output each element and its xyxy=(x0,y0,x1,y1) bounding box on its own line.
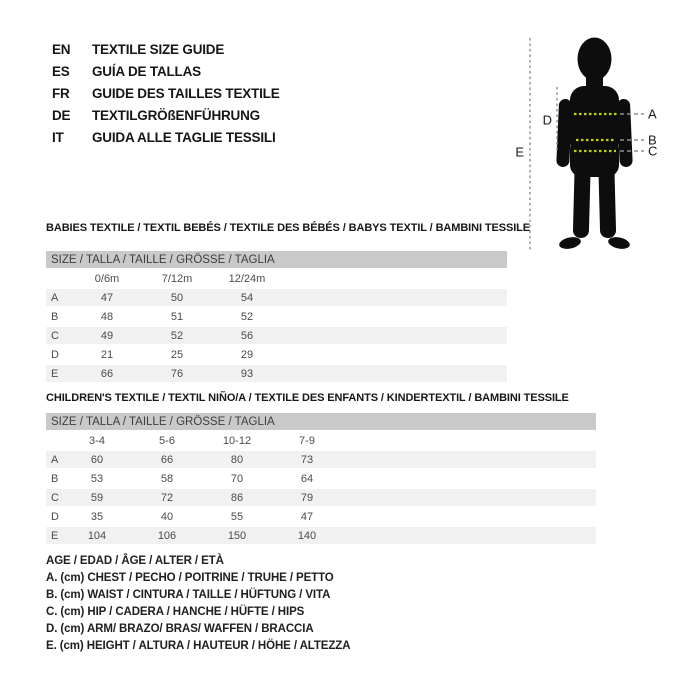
cell: 52 xyxy=(212,307,282,326)
cell: 29 xyxy=(212,345,282,364)
table-row xyxy=(46,507,596,526)
row-label: E xyxy=(46,526,62,545)
children-col-1: 5-6 xyxy=(132,431,202,450)
table-row xyxy=(46,526,596,545)
row-label: C xyxy=(46,488,62,507)
chest-label: A xyxy=(648,106,657,122)
lang-code-fr: FR xyxy=(52,86,70,101)
babies-size-header-row xyxy=(46,251,507,269)
babies-column-header-row xyxy=(46,269,507,288)
row-label: D xyxy=(46,345,72,364)
lang-row-de xyxy=(52,105,280,127)
table-row xyxy=(46,345,507,364)
cell: 53 xyxy=(62,469,132,488)
cell: 104 xyxy=(62,526,132,545)
row-label: E xyxy=(46,364,72,383)
lang-label-es: GUÍA DE TALLAS xyxy=(92,64,201,79)
lang-row-es xyxy=(52,61,280,83)
lang-label-fr: GUIDE DES TAILLES TEXTILE xyxy=(92,86,280,101)
table-row xyxy=(46,364,507,383)
cell: 21 xyxy=(72,345,142,364)
table-row xyxy=(46,288,507,307)
cell: 47 xyxy=(272,507,342,526)
legend-line-waist: B. (cm) WAIST / CINTURA / TAILLE / HÜFTUNG / VITA xyxy=(46,589,331,601)
cell: 50 xyxy=(142,288,212,307)
children-col-3: 7-9 xyxy=(272,431,342,450)
row-label: A xyxy=(46,450,62,469)
lang-label-de: TEXTILGRÖßENFÜHRUNG xyxy=(92,108,260,123)
children-section-title: CHILDREN'S TEXTILE / TEXTIL NIÑO/A / TEXTILE DES ENFANTS / KINDERTEXTIL / BAMBINI TESSILE xyxy=(46,392,569,404)
cell: 86 xyxy=(202,488,272,507)
cell: 49 xyxy=(72,326,142,345)
cell: 47 xyxy=(72,288,142,307)
lang-code-es: ES xyxy=(52,64,70,79)
cell: 25 xyxy=(142,345,212,364)
cell: 58 xyxy=(132,469,202,488)
cell: 80 xyxy=(202,450,272,469)
children-size-table xyxy=(46,413,596,546)
lang-row-it xyxy=(52,127,280,149)
legend-line-arm: D. (cm) ARM/ BRAZO/ BRAS/ WAFFEN / BRACCIA xyxy=(46,623,314,635)
cell: 59 xyxy=(62,488,132,507)
table-row xyxy=(46,450,596,469)
babies-col-2: 12/24m xyxy=(212,269,282,288)
row-label: C xyxy=(46,326,72,345)
cell: 66 xyxy=(72,364,142,383)
lang-code-de: DE xyxy=(52,108,71,123)
measurement-legend xyxy=(46,553,350,655)
cell: 79 xyxy=(272,488,342,507)
cell: 60 xyxy=(62,450,132,469)
cell: 72 xyxy=(132,488,202,507)
children-col-0: 3-4 xyxy=(62,431,132,450)
row-label: B xyxy=(46,469,62,488)
children-size-header: SIZE / TALLA / TAILLE / GRÖSSE / TAGLIA xyxy=(46,413,596,431)
row-label: D xyxy=(46,507,62,526)
cell: 73 xyxy=(272,450,342,469)
cell: 150 xyxy=(202,526,272,545)
cell: 66 xyxy=(132,450,202,469)
hip-label: C xyxy=(648,143,658,159)
legend-line-age: AGE / EDAD / ÂGE / ALTER / ETÀ xyxy=(46,555,224,567)
lang-label-it: GUIDA ALLE TAGLIE TESSILI xyxy=(92,130,276,145)
lang-code-it: IT xyxy=(52,130,64,145)
language-title-block xyxy=(52,39,280,149)
cell: 93 xyxy=(212,364,282,383)
cell: 55 xyxy=(202,507,272,526)
table-row xyxy=(46,488,596,507)
babies-size-table xyxy=(46,251,507,384)
arm-label: D xyxy=(542,112,552,128)
legend-line-hip: C. (cm) HIP / CADERA / HANCHE / HÜFTE / HIPS xyxy=(46,606,305,618)
cell: 70 xyxy=(202,469,272,488)
table-row xyxy=(46,307,507,326)
cell: 54 xyxy=(212,288,282,307)
cell: 64 xyxy=(272,469,342,488)
children-size-header-row xyxy=(46,413,596,431)
waist-label: B xyxy=(648,132,657,148)
children-col-2: 10-12 xyxy=(202,431,272,450)
cell: 40 xyxy=(132,507,202,526)
babies-col-0: 0/6m xyxy=(72,269,142,288)
babies-col-1: 7/12m xyxy=(142,269,212,288)
lang-row-fr xyxy=(52,83,280,105)
cell: 35 xyxy=(62,507,132,526)
cell: 106 xyxy=(132,526,202,545)
table-row xyxy=(46,326,507,345)
table-row xyxy=(46,469,596,488)
lang-label-en: TEXTILE SIZE GUIDE xyxy=(92,42,225,57)
cell: 56 xyxy=(212,326,282,345)
height-label: E xyxy=(515,144,524,160)
cell: 140 xyxy=(272,526,342,545)
legend-line-height: E. (cm) HEIGHT / ALTURA / HAUTEUR / HÖHE / ALTEZZA xyxy=(46,640,351,652)
babies-size-header: SIZE / TALLA / TAILLE / GRÖSSE / TAGLIA xyxy=(46,251,507,269)
children-column-header-row xyxy=(46,431,596,450)
lang-code-en: EN xyxy=(52,42,71,57)
babies-section-title: BABIES TEXTILE / TEXTIL BEBÉS / TEXTILE DES BÉBÉS / BABYS TEXTIL / BAMBINI TESSILE xyxy=(46,222,531,234)
lang-row-en xyxy=(52,39,280,61)
legend-line-chest: A. (cm) CHEST / PECHO / POITRINE / TRUHE / PETTO xyxy=(46,572,334,584)
cell: 51 xyxy=(142,307,212,326)
cell: 48 xyxy=(72,307,142,326)
row-label: A xyxy=(46,288,72,307)
cell: 52 xyxy=(142,326,212,345)
row-label: B xyxy=(46,307,72,326)
cell: 76 xyxy=(142,364,212,383)
child-silhouette-icon xyxy=(556,38,633,251)
